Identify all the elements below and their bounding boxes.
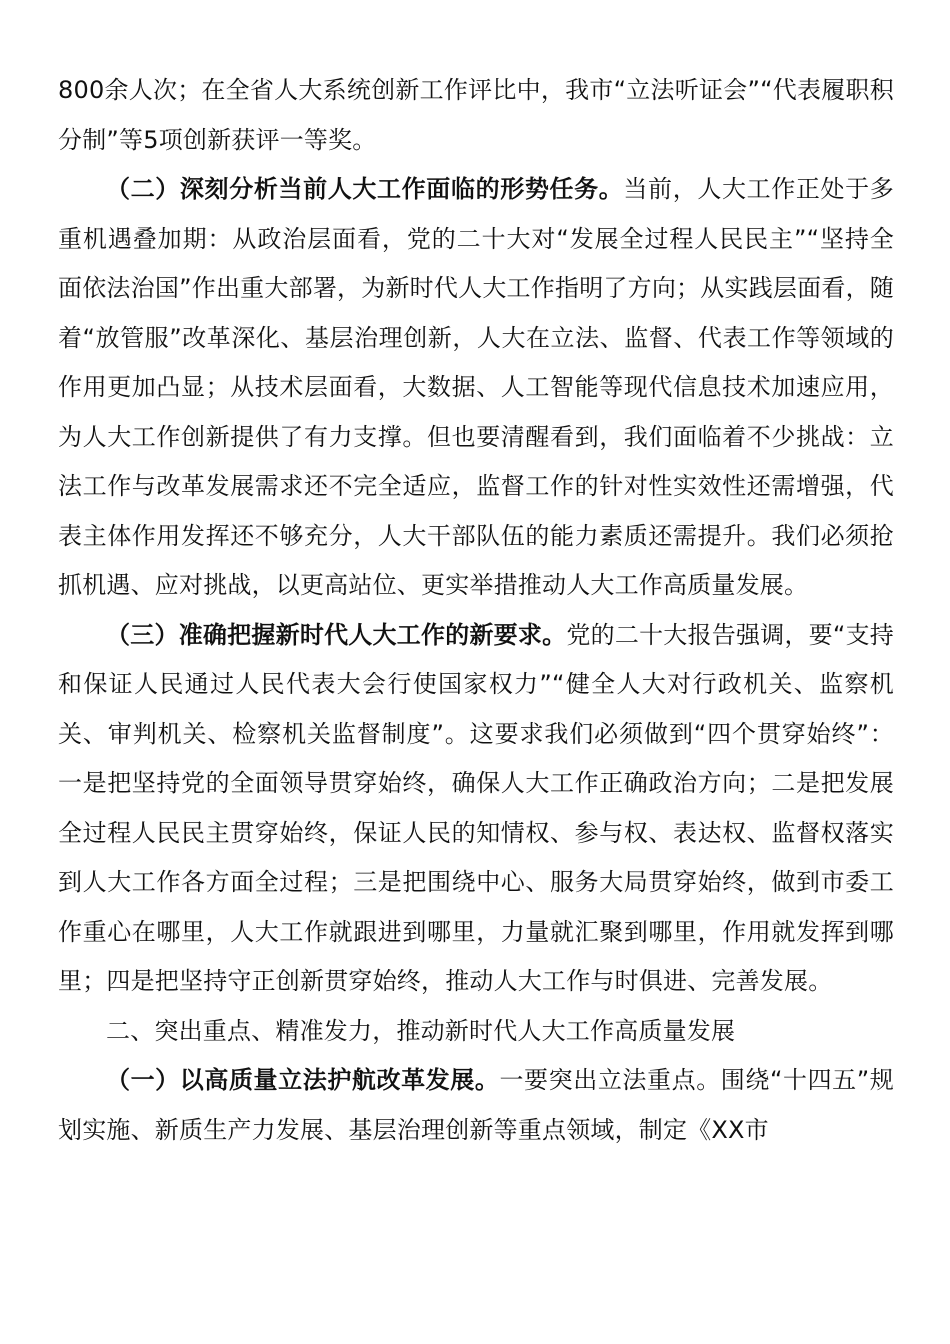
paragraph-lead-heading: （一）以高质量立法护航改革发展。 — [106, 1066, 500, 1094]
paragraph-situation-analysis — [58, 165, 894, 611]
paragraph-body: 一要突出立法重点。围绕“十四五”规划实施、新质生产力发展、基层治理创新等重点领域，制定《XX市 — [58, 1066, 894, 1144]
paragraph-body: 当前，人大工作正处于多重机遇叠加期：从政治层面看，党的二十大对“发展全过程人民民主”“坚持全面依法治国”作出重大部署，为新时代人大工作指明了方向；从实践层面看，随着“放管服”改革深化、基层治理创新，人大在立法、监督、代表工作等领域的作用更加凸显；从技术层面看，大数据、人工智能等现代信息技术加速应用，为人大工作创新提供了有力支撑。但也要清醒看到，我们面临着不少挑战：立法工作与改革发展需求还不完全适应，监督工作的针对性实效性还需增强，代表主体作用发挥还不够充分，人大干部队伍的能力素质还需提升。我们必须抢抓机遇、应对挑战，以更高站位、更实举措推动人大工作高质量发展。 — [58, 175, 895, 599]
paragraph-lead-heading: （二）深刻分析当前人大工作面临的形势任务。 — [106, 175, 624, 203]
document-page — [58, 66, 894, 1155]
section-heading — [58, 1007, 894, 1057]
paragraph-lead-heading: （三）准确把握新时代人大工作的新要求。 — [106, 620, 567, 649]
section-heading-text: 二、突出重点、精准发力，推动新时代人大工作高质量发展 — [106, 1016, 736, 1045]
paragraph-new-requirements — [58, 611, 894, 1007]
paragraph-body: 党的二十大报告强调，要“支持和保证人民通过人民代表大会行使国家权力”“健全人大对行政机关、监察机关、审判机关、检察机关监督制度”。这要求我们必须做到“四个贯穿始终”：一是把坚持党的全面领导贯穿始终，确保人大工作正确政治方向；二是把发展全过程人民民主贯穿始终，保证人民的知情权、参与权、表达权、监督权落实到人大工作各方面全过程；三是把围绕中心、服务大局贯穿始终，做到市委工作重心在哪里，人大工作就跟进到哪里，力量就汇聚到哪里，作用就发挥到哪里；四是把坚持守正创新贯穿始终，推动人大工作与时俱进、完善发展。 — [58, 620, 894, 995]
paragraph-legislation — [58, 1056, 894, 1155]
paragraph-continuation — [58, 66, 894, 165]
paragraph-body: 800余人次；在全省人大系统创新工作评比中，我市“立法听证会”“代表履职积分制”等5项创新获评一等奖。 — [58, 76, 894, 154]
